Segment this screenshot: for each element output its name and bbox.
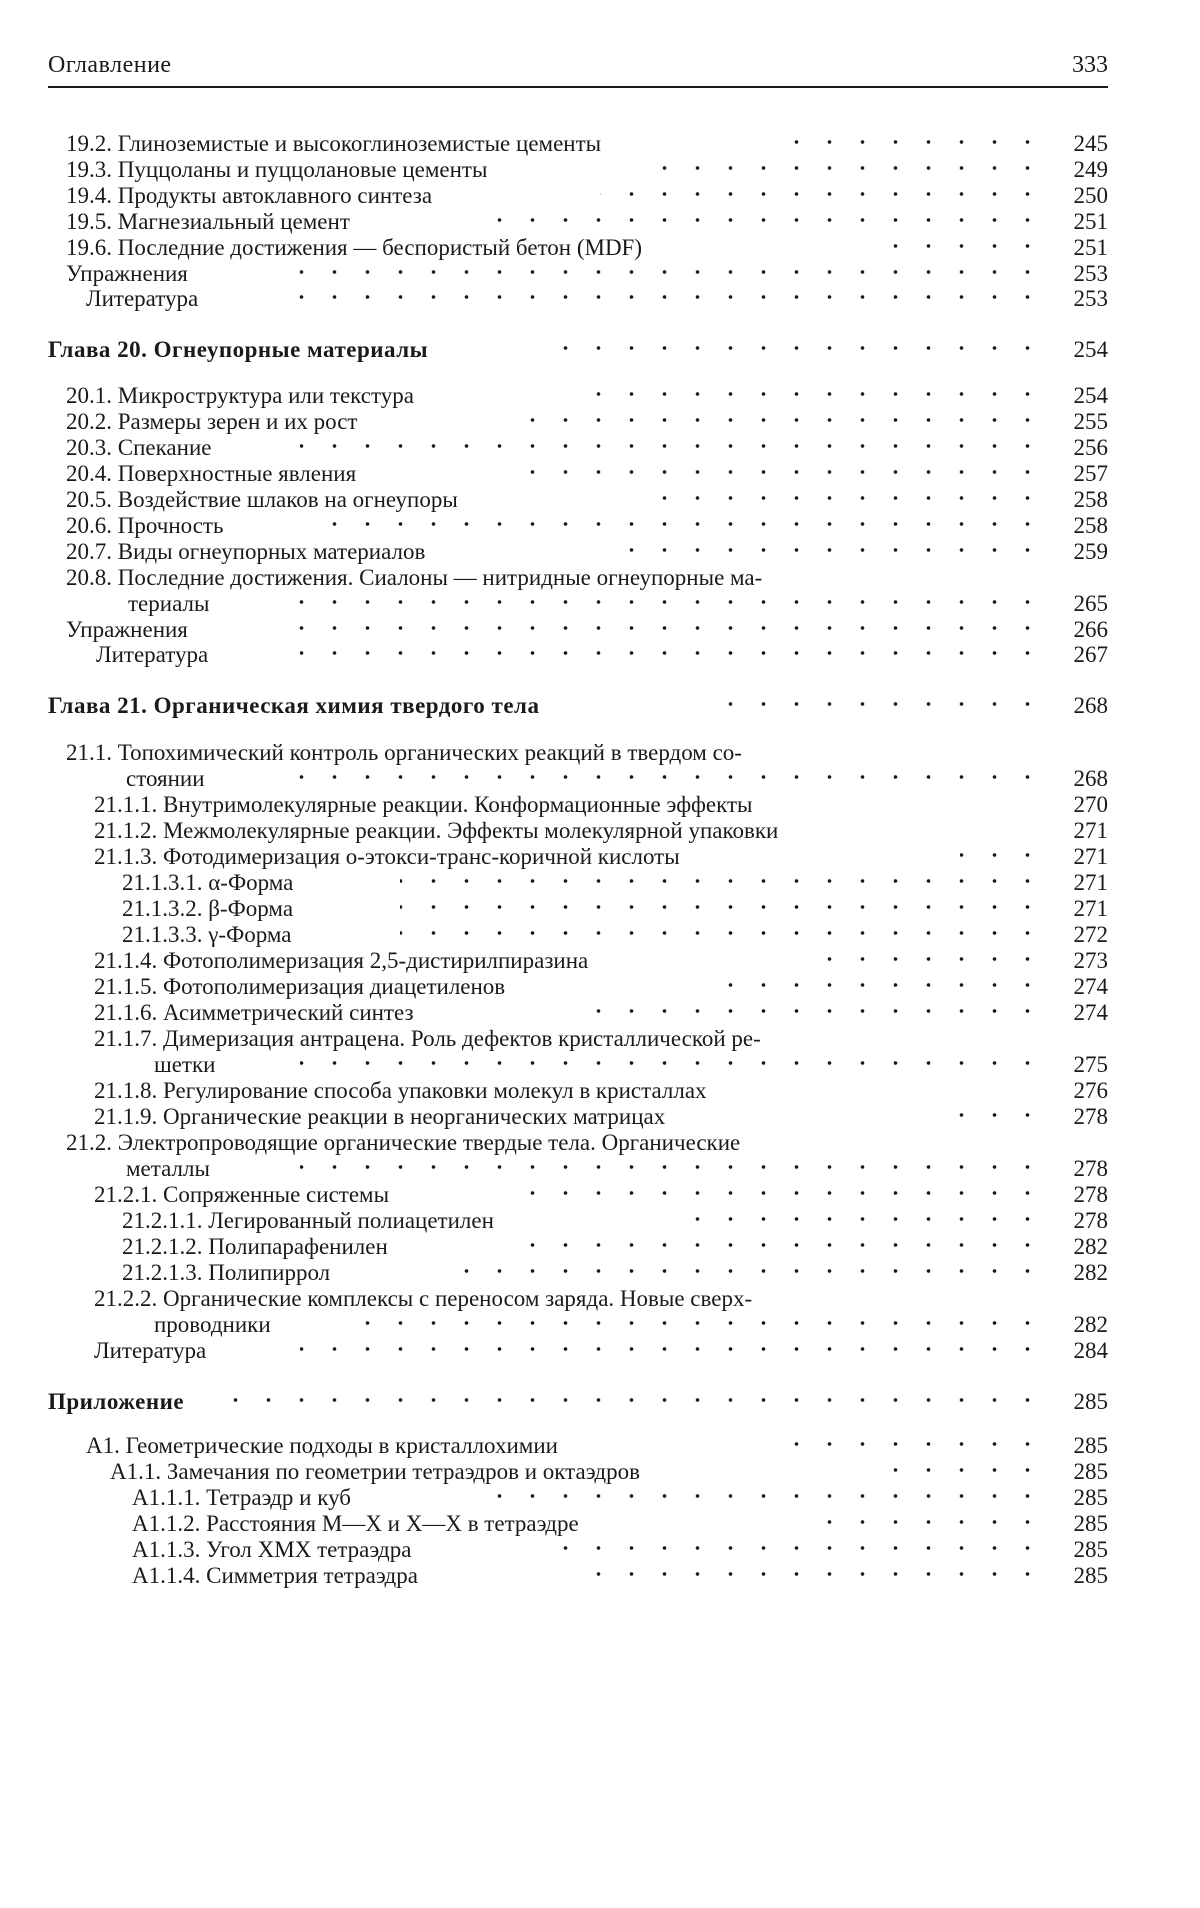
header-page-number: 333 (1072, 52, 1108, 78)
toc-entry-title: 21.2.1. Сопряженные системы (94, 1182, 390, 1207)
toc-page-number: 278 (1073, 1182, 1108, 1207)
dot-leader (280, 626, 1044, 630)
toc-page-number: 258 (1073, 513, 1108, 538)
toc-entry-title: проводники (154, 1312, 271, 1337)
toc-entry (154, 1311, 1108, 1339)
dot-leader (300, 1165, 1044, 1169)
toc-entry-title: 20.4. Поверхностные явления (66, 461, 357, 486)
dot-leader (320, 522, 1044, 526)
dot-leader (770, 1442, 1044, 1446)
toc-page-number: 271 (1073, 818, 1108, 843)
dot-leader (280, 600, 1044, 604)
toc-entry-title: 21.1.3.2. β-Форма (122, 896, 294, 921)
toc-page-number: 251 (1073, 209, 1108, 234)
toc-page-number: 257 (1073, 461, 1108, 486)
toc-entry-title: 19.3. Пуццоланы и пуццолановые цементы (66, 157, 488, 182)
toc-entry (66, 460, 1108, 488)
toc-entry (94, 843, 1108, 871)
dot-leader (400, 879, 1044, 883)
toc-entry (132, 1536, 1108, 1564)
dot-leader (530, 1191, 1044, 1195)
toc-entry (66, 486, 1108, 514)
toc-entry (122, 1233, 1108, 1261)
toc-page-number: 271 (1073, 896, 1108, 921)
toc-entry-title: 21.1.9. Органические реакции в неорганических матрицах (94, 1104, 666, 1129)
toc-page-number: 274 (1073, 974, 1108, 999)
toc-page-number: 250 (1073, 183, 1108, 208)
toc-entry (66, 1129, 1108, 1157)
dot-leader (300, 444, 1044, 448)
toc-entry-title: 19.2. Глиноземистые и высокоглиноземистые цементы (66, 131, 602, 156)
toc-entry-title: 21.1.2. Межмолекулярные реакции. Эффекты молекулярной упаковки (94, 818, 779, 843)
toc-page-number: 253 (1073, 286, 1108, 311)
dot-leader (470, 218, 1044, 222)
header-title: Оглавление (48, 52, 172, 78)
toc-entry (94, 817, 1108, 845)
toc-entry (122, 895, 1108, 923)
toc-page-number: 285 (1073, 1563, 1108, 1588)
toc-entry-title: Глава 20. Огнеупорные материалы (48, 337, 429, 362)
toc-page-number: 267 (1073, 642, 1108, 667)
toc-page-number: 285 (1073, 1389, 1108, 1414)
dot-leader (520, 1243, 1044, 1247)
dot-leader (950, 1113, 1044, 1117)
dot-leader (880, 244, 1044, 248)
toc-entry-title: 20.7. Виды огнеупорных материалов (66, 539, 426, 564)
toc-entry (66, 208, 1108, 236)
toc-page-number: 278 (1073, 1104, 1108, 1129)
dot-leader (640, 166, 1044, 170)
toc-entry (66, 156, 1108, 184)
toc-page-number: 259 (1073, 539, 1108, 564)
toc-entry-title: 21.1.4. Фотополимеризация 2,5-дистирилпиразина (94, 948, 589, 973)
dot-leader (540, 346, 1044, 350)
toc-page-number: 282 (1073, 1260, 1108, 1285)
toc-entry (154, 1051, 1108, 1079)
toc-page-number: 282 (1073, 1312, 1108, 1337)
toc-entry-title: Глава 21. Органическая химия твердого тела (48, 693, 540, 718)
toc-entry-title: А1.1. Замечания по геометрии тетраэдров и октаэдров (110, 1459, 640, 1484)
toc-entry (66, 564, 1108, 592)
dot-leader (300, 1061, 1044, 1065)
toc-entry-title: 20.6. Прочность (66, 513, 224, 538)
toc-entry (66, 234, 1108, 262)
dot-leader (280, 295, 1044, 299)
toc-page-number: 271 (1073, 870, 1108, 895)
dot-leader (610, 548, 1044, 552)
toc-entry-title: 20.3. Спекание (66, 435, 212, 460)
toc-entry (94, 1285, 1108, 1313)
dot-leader (510, 470, 1044, 474)
toc-entry-title: териалы (128, 591, 210, 616)
toc-page-number: 254 (1073, 337, 1108, 362)
toc-entry (86, 1432, 1108, 1460)
toc-entry-title: 20.5. Воздействие шлаков на огнеупоры (66, 487, 458, 512)
dot-leader (670, 1217, 1044, 1221)
toc-page-number: 285 (1073, 1459, 1108, 1484)
toc-page-number: 274 (1073, 1000, 1108, 1025)
toc-page-number: 255 (1073, 409, 1108, 434)
toc-entry (94, 1337, 1108, 1365)
dot-leader (790, 140, 1044, 144)
toc-entry (94, 973, 1108, 1001)
toc-entry (66, 512, 1108, 540)
toc-entry-title: Приложение (48, 1389, 185, 1414)
toc-page-number: 245 (1073, 131, 1108, 156)
dot-leader (570, 1572, 1044, 1576)
toc-entry (122, 1207, 1108, 1235)
toc-entry (94, 791, 1108, 819)
dot-leader (580, 392, 1044, 396)
toc-entry-title: А1.1.4. Симметрия тетраэдра (132, 1563, 418, 1588)
toc-page-number: 249 (1073, 157, 1108, 182)
toc-entry-title: 21.1.3.1. α-Форма (122, 870, 294, 895)
toc-entry-title: А1.1.3. Угол XMX тетраэдра (132, 1537, 412, 1562)
toc-entry-title: Упражнения (66, 617, 188, 642)
toc-entry-title: 20.8. Последние достижения. Сиалоны — нитридные огнеупорные ма- (66, 565, 763, 590)
dot-leader (400, 931, 1044, 935)
toc-entry (66, 130, 1108, 158)
toc-entry-title: 21.2.2. Органические комплексы с переносом заряда. Новые сверх- (94, 1286, 753, 1311)
toc-entry-title: Литература (86, 286, 199, 311)
toc-entry (66, 182, 1108, 210)
dot-leader (280, 775, 1044, 779)
toc-entry-title: 21.2.1.3. Полипиррол (122, 1260, 331, 1285)
dot-leader (960, 853, 1044, 857)
toc-entry (94, 947, 1108, 975)
toc-entry-title: 21.1.8. Регулирование способа упаковки молекул в кристаллах (94, 1078, 707, 1103)
dot-leader (480, 1494, 1044, 1498)
toc-page-number: 275 (1073, 1052, 1108, 1077)
toc-page-number: 285 (1073, 1537, 1108, 1562)
dot-leader (360, 1321, 1044, 1325)
toc-entry-title: 21.1.3.3. γ-Форма (122, 922, 292, 947)
dot-leader (720, 983, 1044, 987)
toc-page-number: 268 (1073, 766, 1108, 791)
toc-page-number: 278 (1073, 1208, 1108, 1233)
toc-entry-title: 19.4. Продукты автоклавного синтеза (66, 183, 433, 208)
dot-leader (800, 957, 1044, 961)
toc-entry (126, 1155, 1108, 1183)
toc-page-number: 251 (1073, 235, 1108, 260)
toc-entry-title: Литература (96, 642, 209, 667)
toc-entry-title: 21.2. Электропроводящие органические твердые тела. Органические (66, 1130, 741, 1155)
toc-entry-title: 21.1.7. Димеризация антрацена. Роль дефектов кристаллической ре- (94, 1026, 761, 1051)
toc-entry-title: 20.1. Микроструктура или текстура (66, 383, 414, 408)
dot-leader (530, 418, 1044, 422)
toc-page-number: 271 (1073, 844, 1108, 869)
toc-page-number: 285 (1073, 1433, 1108, 1458)
toc-entry (66, 434, 1108, 462)
dot-leader (300, 1347, 1044, 1351)
toc-page-number: 256 (1073, 435, 1108, 460)
toc-page-number: 273 (1073, 948, 1108, 973)
toc-entry (122, 869, 1108, 897)
toc-entry (94, 1103, 1108, 1131)
dot-leader (280, 270, 1044, 274)
toc-entry-title: 21.1.5. Фотополимеризация диацетиленов (94, 974, 506, 999)
toc-entry (96, 641, 1108, 669)
toc-page-number: 284 (1073, 1338, 1108, 1363)
toc-entry (122, 921, 1108, 949)
toc-entry-title: 21.1. Топохимический контроль органических реакций в твердом со- (66, 740, 742, 765)
toc-entry (132, 1562, 1108, 1590)
toc-page-number: 254 (1073, 383, 1108, 408)
toc-entry (94, 1077, 1108, 1105)
toc-entry (132, 1510, 1108, 1538)
toc-page-number: 258 (1073, 487, 1108, 512)
toc-entry (94, 999, 1108, 1027)
toc-page-number: 270 (1073, 792, 1108, 817)
toc-entry (86, 285, 1108, 313)
toc-entry-title: А1.1.2. Расстояния M—X и X—X в тетраэдре (132, 1511, 579, 1536)
toc-entry (66, 739, 1108, 767)
toc-entry (94, 1025, 1108, 1053)
toc-page-number: 285 (1073, 1485, 1108, 1510)
toc-entry (132, 1484, 1108, 1512)
toc-entry-title: Упражнения (66, 261, 188, 286)
toc-entry-title: 21.2.1.1. Легированный полиацетилен (122, 1208, 494, 1233)
toc-entry-title: 21.1.3. Фотодимеризация о-этокси-транс-коричной кислоты (94, 844, 680, 869)
dot-leader (580, 1009, 1044, 1013)
toc-entry-title: 21.1.6. Асимметрический синтез (94, 1000, 414, 1025)
toc-entry-title: 21.1.1. Внутримолекулярные реакции. Конформационные эффекты (94, 792, 753, 817)
toc-entry (66, 382, 1108, 410)
toc-page-number: 268 (1073, 693, 1108, 718)
toc-entry-title: стоянии (126, 766, 205, 791)
toc-chapter (48, 692, 1108, 720)
toc-entry-title: 19.6. Последние достижения — беспористый бетон (MDF) (66, 235, 642, 260)
toc-chapter (48, 336, 1108, 364)
toc-entry-title: 19.5. Магнезиальный цемент (66, 209, 350, 234)
toc-entry (66, 616, 1108, 644)
toc-entry (122, 1259, 1108, 1287)
toc-entry (128, 590, 1108, 618)
dot-leader (450, 1269, 1044, 1273)
toc-entry (126, 765, 1108, 793)
toc-page-number: 282 (1073, 1234, 1108, 1259)
dot-leader (540, 1546, 1044, 1550)
toc-entry-title: 20.2. Размеры зерен и их рост (66, 409, 358, 434)
toc-page-number: 253 (1073, 261, 1108, 286)
toc-entry (66, 538, 1108, 566)
toc-chapter (48, 1388, 1108, 1416)
toc-entry-title: металлы (126, 1156, 210, 1181)
dot-leader (870, 1468, 1044, 1472)
dot-leader (230, 1398, 1044, 1402)
dot-leader (700, 702, 1044, 706)
toc-page-number: 265 (1073, 591, 1108, 616)
toc-entry-title: 21.2.1.2. Полипарафенилен (122, 1234, 388, 1259)
toc-page-number: 285 (1073, 1511, 1108, 1536)
toc-page-number: 266 (1073, 617, 1108, 642)
dot-leader (400, 905, 1044, 909)
dot-leader (820, 1520, 1044, 1524)
dot-leader (300, 651, 1044, 655)
toc-entry-title: шетки (154, 1052, 216, 1077)
dot-leader (600, 192, 1044, 196)
toc-page-number: 276 (1073, 1078, 1108, 1103)
toc-page-number: 272 (1073, 922, 1108, 947)
dot-leader (650, 496, 1044, 500)
toc-page-number: 278 (1073, 1156, 1108, 1181)
toc-entry (94, 1181, 1108, 1209)
toc-entry-title: Литература (94, 1338, 207, 1363)
toc-entry (66, 408, 1108, 436)
toc-entry (110, 1458, 1108, 1486)
toc-entry-title: А1.1.1. Тетраэдр и куб (132, 1485, 351, 1510)
toc-entry-title: А1. Геометрические подходы в кристаллохимии (86, 1433, 558, 1458)
toc-entry (66, 260, 1108, 288)
